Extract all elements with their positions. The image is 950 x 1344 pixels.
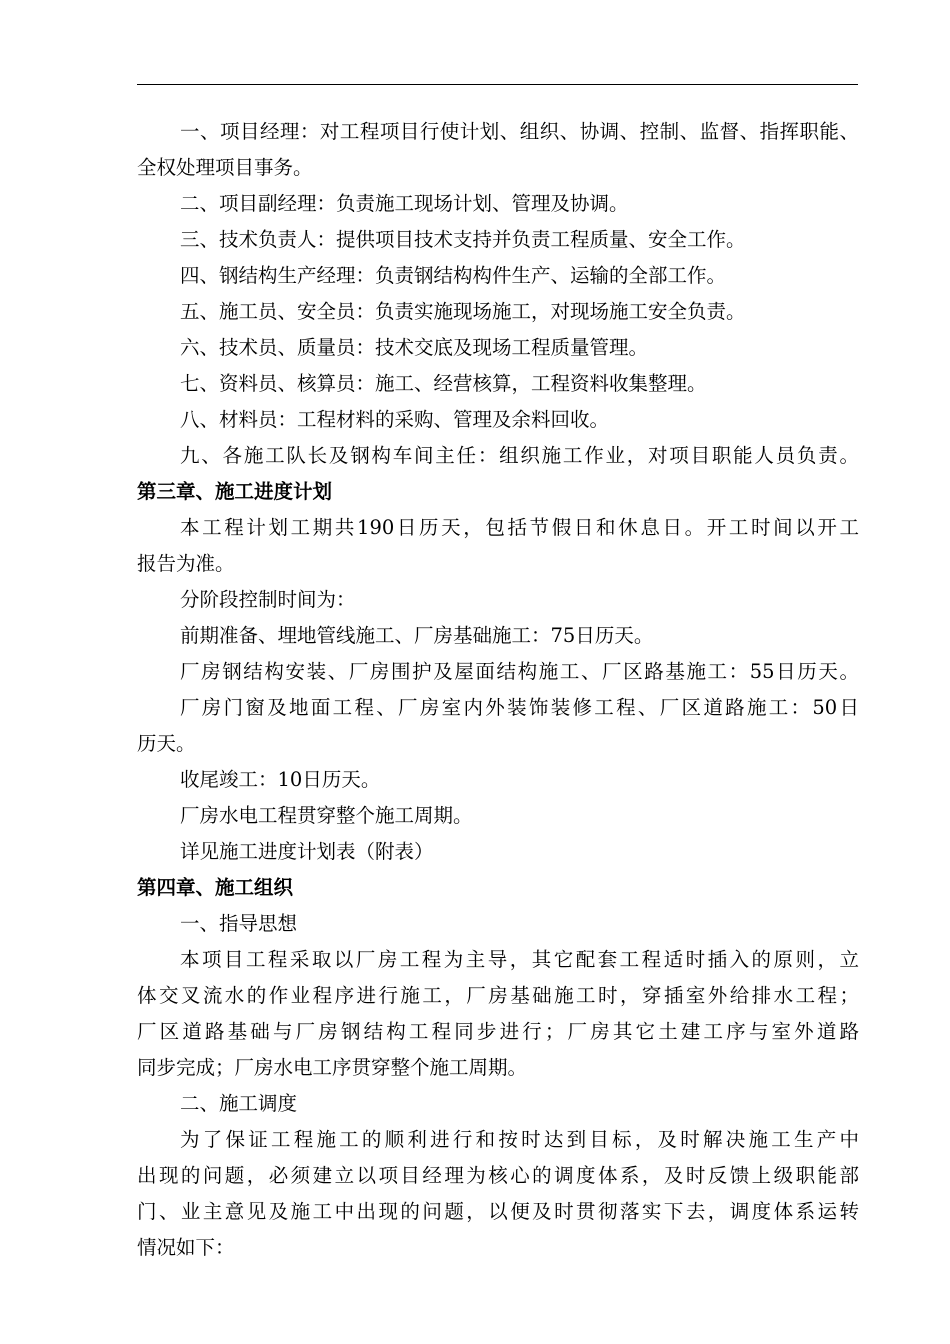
paragraph-line: 为了保证工程施工的顺利进行和按时达到目标，及时解决施工生产中 [180,1128,859,1151]
paragraph-line: 体交叉流水的作业程序进行施工，厂房基础施工时，穿插室外给排水工程； [137,984,859,1007]
paragraph-line: 厂区道路基础与厂房钢结构工程同步进行；厂房其它土建工序与室外道路 [137,1020,859,1043]
header-rule [137,84,858,85]
paragraph-line: 四、钢结构生产经理：负责钢结构构件生产、运输的全部工作。 [180,264,727,287]
document-body [137,114,859,1266]
paragraph-line: 厂房钢结构安装、厂房围护及屋面结构施工、厂区路基施工：55日历天。 [180,660,859,683]
chapter-heading: 第三章、施工进度计划 [137,480,333,503]
paragraph-line: 本项目工程采取以厂房工程为主导，其它配套工程适时插入的原则，立 [180,948,859,971]
paragraph-line: 门、业主意见及施工中出现的问题，以便及时贯彻落实下去，调度体系运转 [137,1200,859,1223]
paragraph-line: 同步完成；厂房水电工序贯穿整个施工周期。 [137,1056,528,1079]
paragraph-line: 本工程计划工期共190日历天，包括节假日和休息日。开工时间以开工 [180,516,859,539]
paragraph-line: 三、技术负责人：提供项目技术支持并负责工程质量、安全工作。 [180,228,746,251]
paragraph-line: 八、材料员：工程材料的采购、管理及余料回收。 [180,408,610,431]
paragraph-line: 情况如下： [137,1236,235,1259]
section-heading: 二、施工调度 [180,1092,298,1115]
paragraph-line: 二、项目副经理：负责施工现场计划、管理及协调。 [180,192,629,215]
chapter-heading: 第四章、施工组织 [137,876,294,899]
paragraph-line: 五、施工员、安全员：负责实施现场施工，对现场施工安全负责。 [180,300,746,323]
paragraph-line: 厂房门窗及地面工程、厂房室内外装饰装修工程、厂区道路施工：50日 [180,696,859,719]
paragraph-line: 历天。 [137,732,196,755]
paragraph-line: 九、各施工队长及钢构车间主任：组织施工作业，对项目职能人员负责。 [180,444,859,467]
section-heading: 一、指导思想 [180,912,298,935]
paragraph-line: 全权处理项目事务。 [137,156,313,179]
paragraph-line: 收尾竣工：10日历天。 [180,768,381,791]
paragraph-line: 前期准备、埋地管线施工、厂房基础施工：75日历天。 [180,624,654,647]
paragraph-line: 报告为准。 [137,552,235,575]
paragraph-line: 六、技术员、质量员：技术交底及现场工程质量管理。 [180,336,649,359]
paragraph-line: 详见施工进度计划表（附表） [180,840,434,863]
paragraph-line: 分阶段控制时间为： [180,588,356,611]
paragraph-line: 七、资料员、核算员：施工、经营核算，工程资料收集整理。 [180,372,707,395]
paragraph-line: 一、项目经理：对工程项目行使计划、组织、协调、控制、监督、指挥职能、 [180,120,859,143]
paragraph-line: 出现的问题，必须建立以项目经理为核心的调度体系，及时反馈上级职能部 [137,1164,859,1187]
paragraph-line: 厂房水电工程贯穿整个施工周期。 [180,804,473,827]
